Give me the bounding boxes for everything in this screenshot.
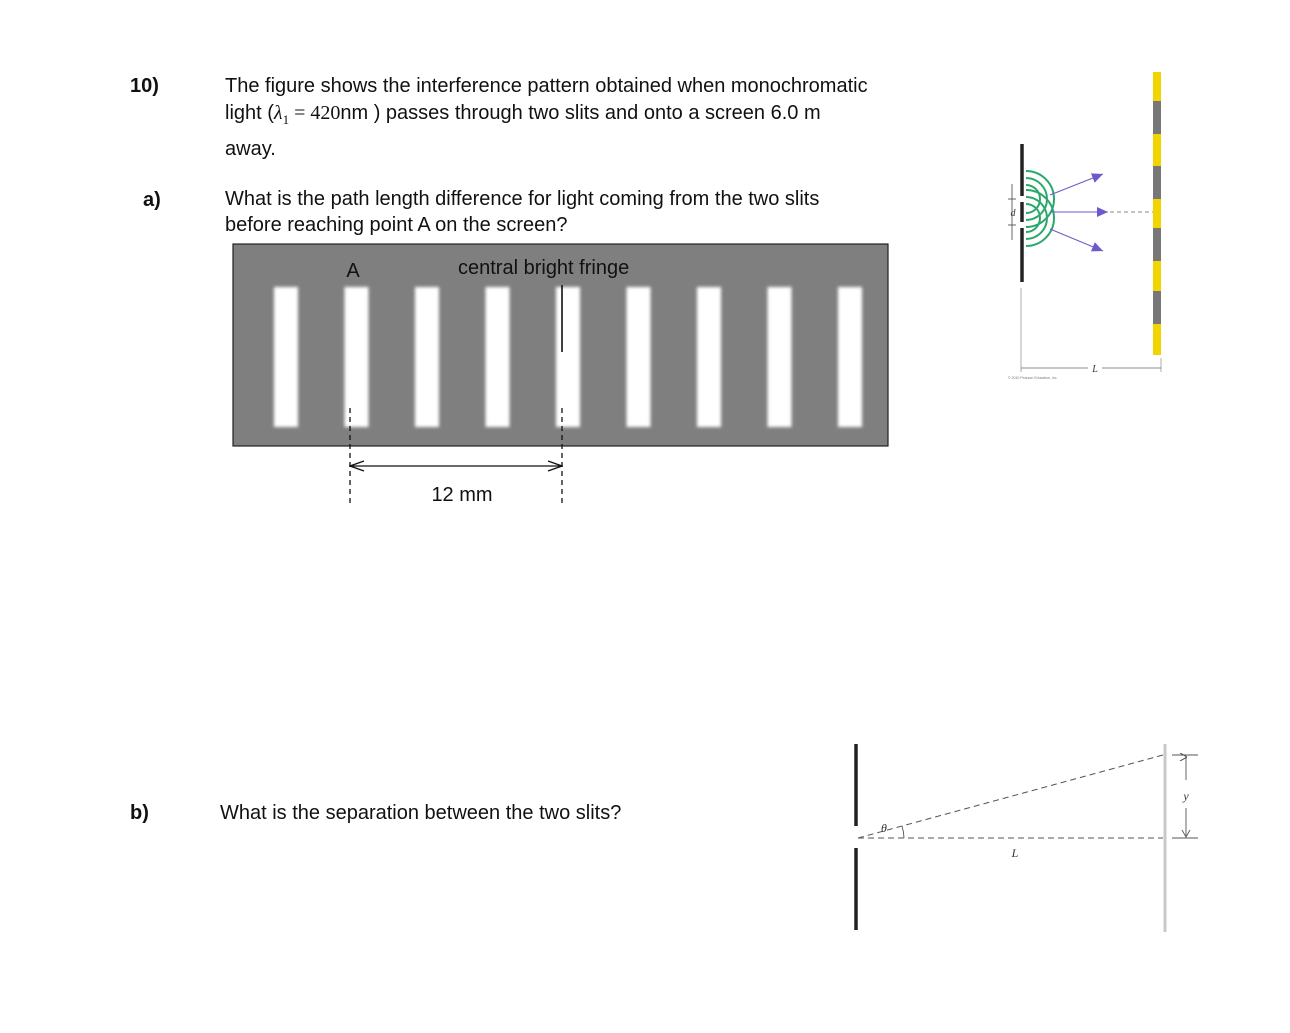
L-label-bottom: L	[1011, 846, 1019, 860]
bright-fringe	[556, 287, 580, 427]
L-label-top: L	[1092, 364, 1098, 375]
ray-upper	[1050, 174, 1103, 195]
bright-fringe	[697, 287, 721, 427]
bright-fringe	[838, 287, 862, 427]
lambda-symbol: λ	[273, 102, 283, 124]
question-line-2: light ($\lambda_1 = 420nm$ ) passes through two slits and onto a screen 6.0 m	[225, 102, 821, 127]
copyright-text: © 2010 Pearson Education, Inc.	[1008, 376, 1058, 380]
theta-arc	[902, 826, 904, 838]
d-label: d	[1010, 208, 1016, 219]
bright-fringe	[486, 287, 510, 427]
bright-fringe	[768, 287, 792, 427]
angled-ray-dashed	[858, 755, 1163, 838]
question-line-3: away.	[225, 138, 276, 160]
dimension-label: 12 mm	[431, 484, 493, 506]
part-a-line-1: What is the path length difference for light coming from the two slits	[225, 188, 820, 210]
central-fringe-label: central bright fringe	[458, 257, 630, 279]
part-a-label: a)	[143, 189, 161, 211]
bright-fringe	[274, 287, 298, 427]
part-a-line-2: before reaching point A on the screen?	[225, 214, 568, 236]
point-a-label: A	[346, 260, 360, 282]
theta-label: θ	[881, 821, 887, 835]
lambda-subscript: 1	[282, 112, 290, 127]
part-b-text: What is the separation between the two slits?	[220, 802, 622, 824]
part-b-label: b)	[130, 802, 149, 824]
question-line-1: The figure shows the interference pattern obtained when monochromatic	[225, 75, 868, 97]
wavefronts	[1026, 171, 1054, 246]
question-number: 10)	[130, 75, 159, 97]
bright-fringe	[345, 287, 369, 427]
bright-fringe	[415, 287, 439, 427]
bright-fringe	[627, 287, 651, 427]
geometry-diagram	[856, 744, 1198, 932]
lambda-value: = 420	[289, 102, 341, 124]
lambda-unit: nm	[340, 102, 369, 124]
ray-lower	[1050, 229, 1103, 251]
fringe-group	[274, 287, 862, 427]
y-label: y	[1183, 789, 1189, 803]
double-slit-diagram	[1008, 72, 1161, 380]
